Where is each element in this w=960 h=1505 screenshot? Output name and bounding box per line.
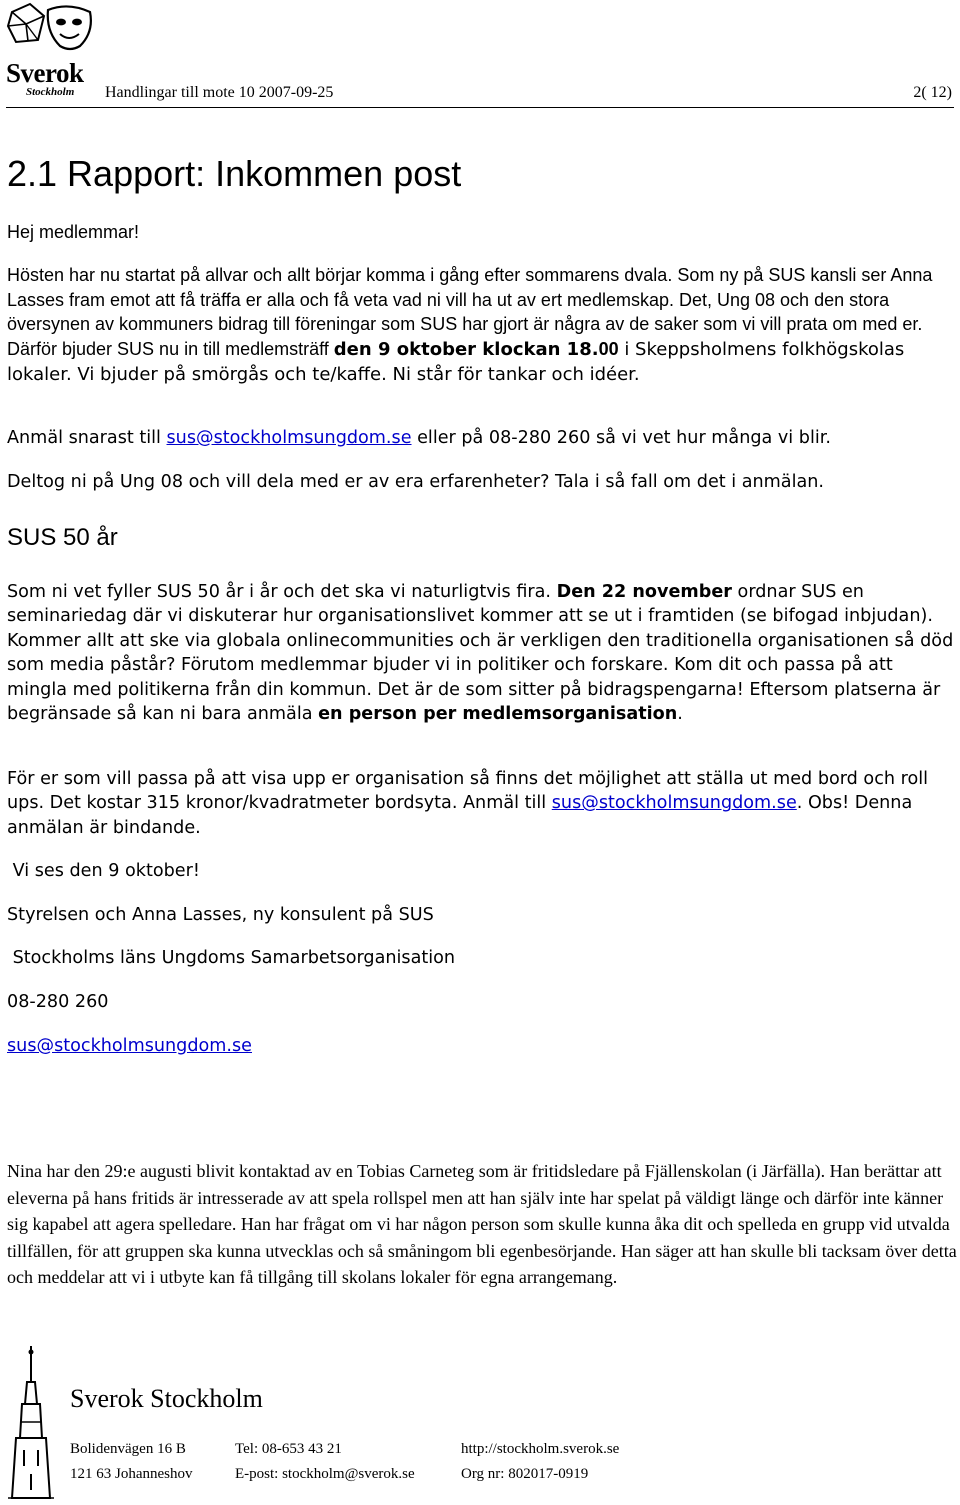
header-meta: Handlingar till mote 10 2007-09-25 (105, 84, 334, 101)
logo-subtext: Stockholm (26, 86, 75, 98)
contact-phone: 08-280 260 (7, 992, 109, 1012)
footer-tel: Tel: 08-653 43 21 (235, 1441, 342, 1457)
paragraph-signup (7, 426, 955, 450)
greeting: Hej medlemmar! (7, 222, 140, 242)
sus50-text-3: . (677, 704, 683, 725)
paragraph-nina: Nina har den 29:e augusti blivit kontaktad av en Tobias Carneteg som är fritidsledare på Fjällenskolan (i Järfälla). Han berättar att eleverna på hans fritids är intresserade av att spela rollspel men att han själv inte har spelat på väldigt länge och därför inte känner sig kapabel att agera spelledare. Han har frågat om vi har någon person som skulle kunna åka dit och spelleda en grupp vid utvalda tillfällen, för att gruppen ska kunna utvecklas och så småningom bli egenbesörjande. Han säger att han skulle bli tacksam över detta och meddelar att vi i utbyte kan få tillgång till skolans lokaler för egna arrangemang. (7, 1161, 957, 1288)
paragraph-sus50 (7, 580, 955, 726)
footer-address-2: 121 63 Johanneshov (70, 1466, 193, 1482)
seminar-limit: en person per medlemsorganisation (318, 704, 678, 725)
contact-email-link[interactable]: sus@stockholmsungdom.se (7, 1036, 252, 1056)
meeting-date: den 9 oktober klockan 18. (333, 338, 599, 360)
exhibit-text-2: . Obs! Denna anmälan är bindande. (7, 793, 913, 838)
exhibit-email-link[interactable]: sus@stockholmsungdom.se (551, 793, 797, 814)
sus50-text-2: ordnar SUS en seminariedag där vi diskuterar hur organisationslivet kommer att se ut i framtiden (se bifogad inbjudan). Kommer allt att ske via globala onlinecommunities och är verkligen den traditionella organisationen så död som media påstår? Förutom medlemmar bjuder vi in politiker och forskare. Kom dit och passa på att mingla med politikerna från din kommun. Det är de som sitter på bidragspengarna! Eftersom platserna är begränsade så kan ni bara anmäla (7, 582, 954, 725)
paragraph-meeting-text-2: i Skeppsholmens folkhögskolas lokaler. Vi bjuder på smörgås och te/kaffe. Ni står för tankar och idéer. (7, 338, 905, 385)
stockholm-tower-icon (2, 1342, 60, 1500)
header-divider (6, 107, 954, 108)
footer-email: E-post: stockholm@sverok.se (235, 1466, 415, 1482)
sverok-logo (4, 2, 100, 102)
signature-line: Styrelsen och Anna Lasses, ny konsulent på SUS (7, 905, 434, 925)
signup-text: Anmäl snarast till (7, 428, 167, 448)
page-title: 2.1 Rapport: Inkommen post (7, 153, 462, 194)
paragraph-meeting (7, 263, 955, 388)
seminar-date: Den 22 november (556, 582, 732, 602)
signup-email-link[interactable]: sus@stockholmsungdom.se (166, 428, 412, 448)
contact-email-line (7, 1034, 955, 1058)
meeting-time: 00 (598, 338, 619, 359)
exhibit-text: För er som vill passa på att visa upp er organisation så finns det möjlighet att ställa ut med bord och roll ups. Det kostar 315 kronor/kvadratmeter bordsyta. Anmäl till (7, 769, 928, 814)
section-heading-sus50: SUS 50 år (7, 524, 118, 551)
paragraph-ung08: Deltog ni på Ung 08 och vill dela med er av era erfarenheter? Tala i så fall om det i anmälan. (7, 472, 824, 492)
footer-website: http://stockholm.sverok.se (461, 1441, 620, 1457)
footer-address-1: Bolidenvägen 16 B (70, 1441, 186, 1457)
paragraph-exhibit (7, 767, 955, 840)
sus50-text: Som ni vet fyller SUS 50 år i år och det ska vi naturligtvis fira. (7, 582, 557, 602)
footer-logo (2, 1342, 60, 1500)
footer-org-number: Org nr: 802017-0919 (461, 1466, 589, 1482)
organisation-name: Stockholms läns Ungdoms Samarbetsorganisation (7, 948, 456, 968)
signup-text-2: eller på 08-280 260 så vi vet hur många vi blir. (411, 428, 831, 448)
closing-line: Vi ses den 9 oktober! (7, 861, 200, 881)
footer-org-name: Sverok Stockholm (70, 1384, 263, 1413)
page-number: 2( 12) (913, 84, 952, 101)
paragraph-meeting-text: Hösten har nu startat på allvar och allt börjar komma i gång efter sommarens dvala. Som ny på SUS kansli ser Anna Lasses fram emot att få träffa er alla och få veta vad ni vill ha ut av ert medlemskap. Det, Ung 08 och den stora översynen av kommuners bidrag till föreningar som SUS har gjort är några av de saker som vi vill prata om med er. Därför bjuder SUS nu in till medlemsträff (7, 265, 933, 359)
logo-wordmark: Sverok (6, 58, 84, 88)
